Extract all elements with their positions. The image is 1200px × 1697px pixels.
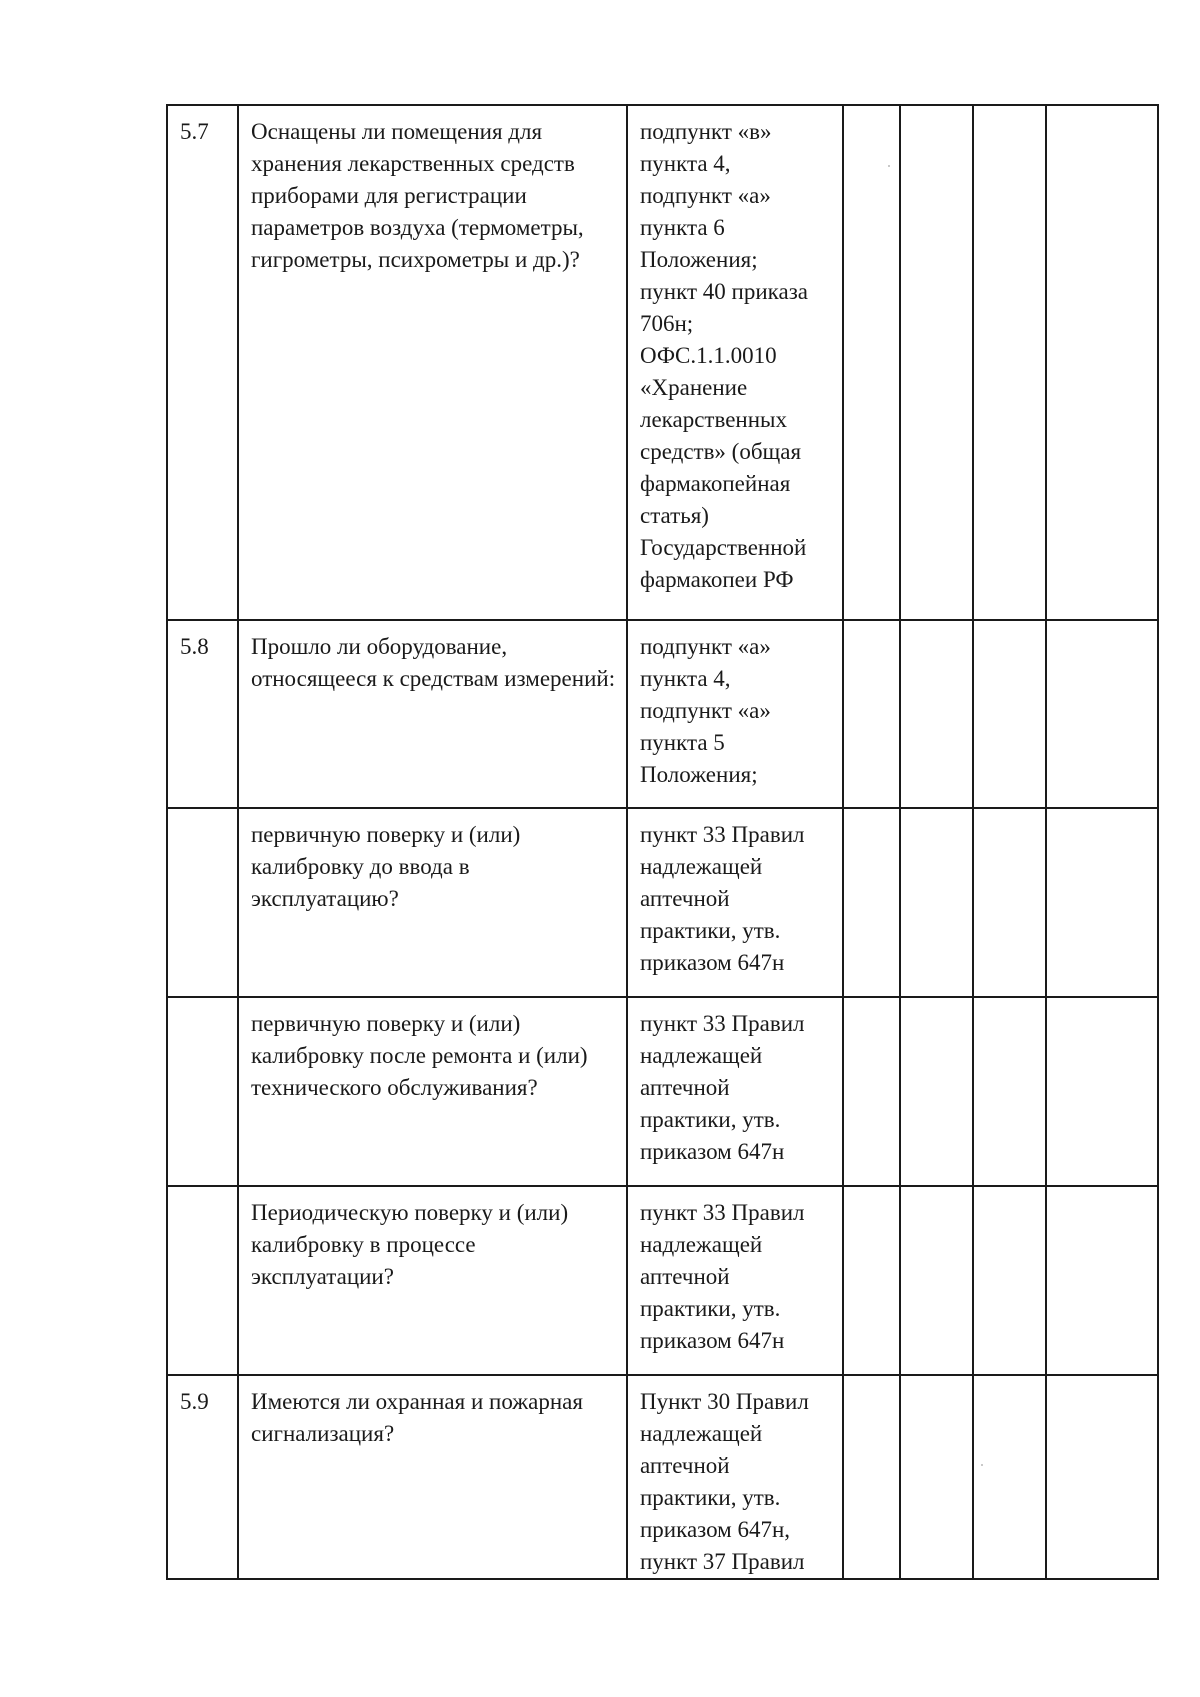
legal-reference	[627, 997, 843, 1186]
reference-line: практики, утв.	[640, 1485, 781, 1510]
answer-yes-cell	[843, 620, 900, 808]
answer-yes-cell	[843, 105, 900, 620]
reference-line: пункт 37 Правил	[640, 1549, 805, 1574]
reference-line: «Хранение	[640, 375, 748, 400]
note-cell	[1046, 1186, 1158, 1375]
reference-line: подпункт «а»	[640, 698, 771, 723]
reference-line: пункт 33 Правил	[640, 1200, 805, 1225]
reference-line: аптечной	[640, 1453, 730, 1478]
reference-line: пункта 6	[640, 215, 725, 240]
answer-na-cell	[973, 997, 1046, 1186]
legal-reference	[627, 1375, 843, 1579]
answer-na-cell	[973, 808, 1046, 997]
legal-reference	[627, 620, 843, 808]
table-row	[167, 620, 1158, 808]
reference-line: приказом 647н	[640, 1328, 785, 1353]
item-number: 5.8	[167, 620, 238, 808]
reference-line: пункта 4,	[640, 151, 731, 176]
reference-line: пункта 5	[640, 730, 725, 755]
reference-line: ОФС.1.1.0010	[640, 343, 777, 368]
item-number: 5.7	[167, 105, 238, 620]
reference-line: надлежащей	[640, 1232, 763, 1257]
answer-no-cell	[900, 620, 973, 808]
answer-yes-cell	[843, 1186, 900, 1375]
reference-line: пункта 4,	[640, 666, 731, 691]
scan-speck	[888, 165, 890, 167]
item-number	[167, 808, 238, 997]
answer-yes-cell	[843, 1375, 900, 1579]
answer-no-cell	[900, 1375, 973, 1579]
answer-na-cell	[973, 1375, 1046, 1579]
reference-line: надлежащей	[640, 854, 763, 879]
reference-line: пункт 33 Правил	[640, 822, 805, 847]
table-row	[167, 997, 1158, 1186]
note-cell	[1046, 1375, 1158, 1579]
question-text: Прошло ли оборудование, относящееся к средствам измерений:	[238, 620, 627, 808]
table-row	[167, 105, 1158, 620]
legal-reference	[627, 1186, 843, 1375]
reference-line: лекарственных	[640, 407, 787, 432]
reference-line: фармакопейная	[640, 471, 791, 496]
answer-no-cell	[900, 105, 973, 620]
answer-yes-cell	[843, 808, 900, 997]
reference-line: приказом 647н,	[640, 1517, 791, 1542]
reference-line: приказом 647н	[640, 1139, 785, 1164]
question-text: Имеются ли охранная и пожарная сигнализация?	[238, 1375, 627, 1579]
note-cell	[1046, 808, 1158, 997]
answer-no-cell	[900, 808, 973, 997]
reference-line: практики, утв.	[640, 918, 781, 943]
reference-line: пункт 40 приказа	[640, 279, 808, 304]
item-number: 5.9	[167, 1375, 238, 1579]
reference-line: Государственной	[640, 535, 807, 560]
checklist-table	[166, 104, 1159, 1580]
item-number	[167, 1186, 238, 1375]
question-text: первичную поверку и (или) калибровку после ремонта и (или) технического обслуживания?	[238, 997, 627, 1186]
note-cell	[1046, 620, 1158, 808]
reference-line: подпункт «а»	[640, 634, 771, 659]
reference-line: статья)	[640, 503, 709, 528]
reference-line: подпункт «а»	[640, 183, 771, 208]
question-text: Периодическую поверку и (или) калибровку в процессе эксплуатации?	[238, 1186, 627, 1375]
reference-line: аптечной	[640, 886, 730, 911]
answer-na-cell	[973, 105, 1046, 620]
answer-no-cell	[900, 1186, 973, 1375]
scan-speck	[981, 1464, 983, 1466]
note-cell	[1046, 997, 1158, 1186]
reference-line: Пункт 30 Правил	[640, 1389, 809, 1414]
reference-line: надлежащей	[640, 1421, 763, 1446]
question-text: Оснащены ли помещения для хранения лекарственных средств приборами для регистрации параметров воздуха (термометры, гигрометры, психрометры и др.)?	[238, 105, 627, 620]
answer-na-cell	[973, 620, 1046, 808]
legal-reference	[627, 105, 843, 620]
table-row	[167, 1186, 1158, 1375]
reference-line: Положения;	[640, 762, 758, 787]
reference-line: средств» (общая	[640, 439, 802, 464]
reference-line: приказом 647н	[640, 950, 785, 975]
table-row	[167, 808, 1158, 997]
answer-na-cell	[973, 1186, 1046, 1375]
legal-reference	[627, 808, 843, 997]
question-text: первичную поверку и (или) калибровку до ввода в эксплуатацию?	[238, 808, 627, 997]
reference-line: Положения;	[640, 247, 758, 272]
reference-line: практики, утв.	[640, 1296, 781, 1321]
note-cell	[1046, 105, 1158, 620]
reference-line: фармакопеи РФ	[640, 567, 794, 592]
reference-line: 706н;	[640, 311, 694, 336]
reference-line: подпункт «в»	[640, 119, 772, 144]
reference-line: аптечной	[640, 1075, 730, 1100]
answer-no-cell	[900, 997, 973, 1186]
reference-line: аптечной	[640, 1264, 730, 1289]
reference-line: практики, утв.	[640, 1107, 781, 1132]
reference-line: пункт 33 Правил	[640, 1011, 805, 1036]
item-number	[167, 997, 238, 1186]
reference-line: надлежащей	[640, 1043, 763, 1068]
table-row	[167, 1375, 1158, 1579]
answer-yes-cell	[843, 997, 900, 1186]
